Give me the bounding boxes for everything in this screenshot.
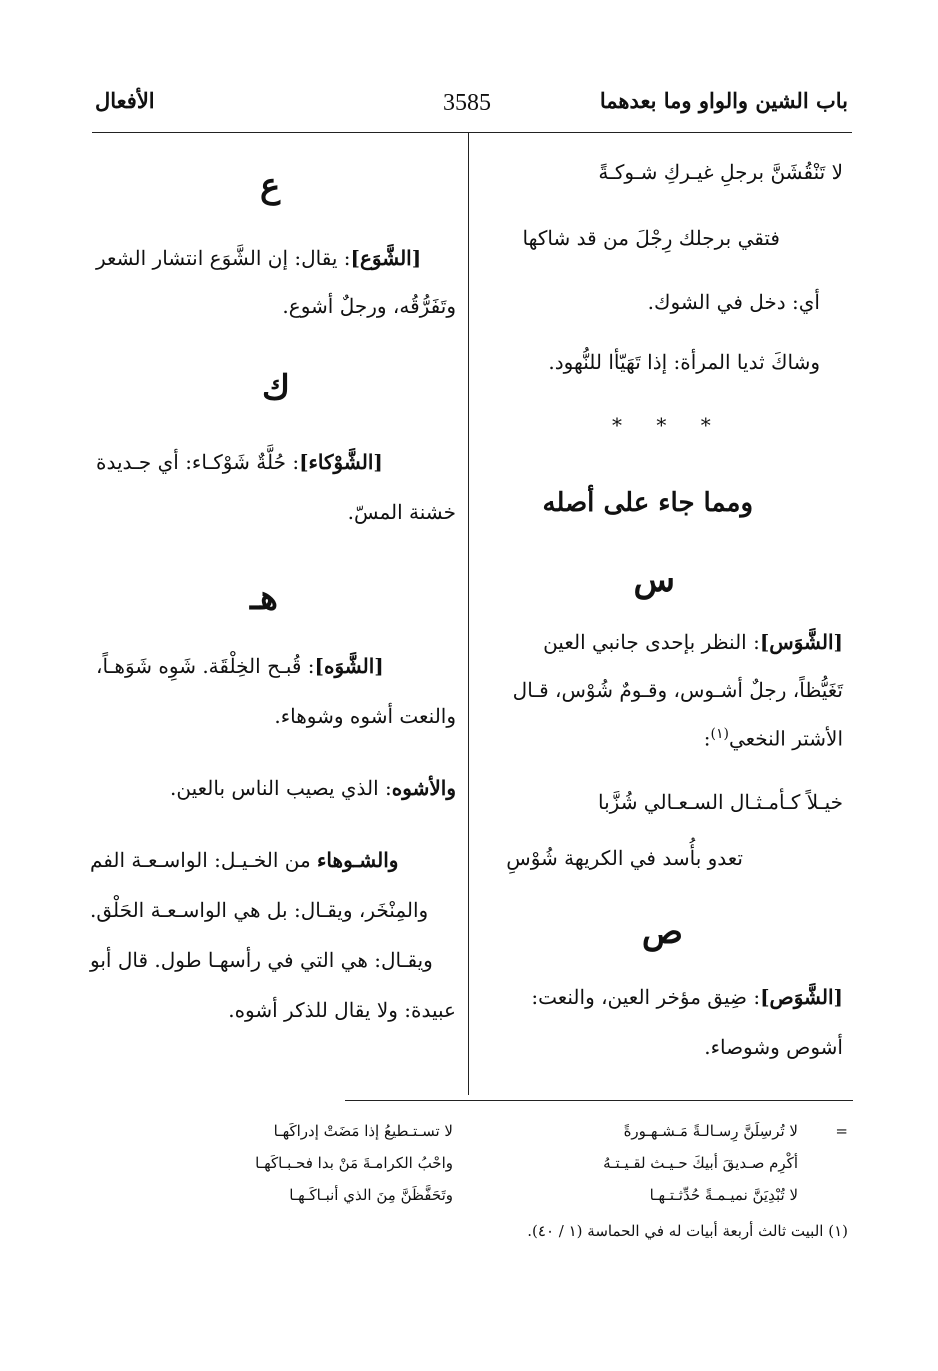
entry-line xyxy=(170,776,456,800)
header-rule xyxy=(92,132,852,133)
verse-line: تعدو بأُسد في الكريهة شُوْسِ xyxy=(506,846,743,870)
footnote-verse: واحْبُ الكرامـةَ مَنْ بدا فحـبـاكَهـا xyxy=(255,1154,453,1172)
entry-headword: والشـوهاء xyxy=(317,848,399,872)
entry-line xyxy=(90,848,398,872)
footnote-verse: لا تُرسِلَنَّ رِسـالـةً مَـشـهـورةً xyxy=(623,1122,798,1140)
entry-line: والمِنْخَر، ويقـال: بل هي الواسـعـة الحَلْق. xyxy=(90,898,429,922)
letter-heading: هـ xyxy=(250,578,278,618)
text-line: أي: دخل في الشوك. xyxy=(647,290,820,314)
footnote-text: (١) البيت ثالث أربعة أبيات له في الحماسة (١ / ٤٠). xyxy=(527,1222,848,1240)
entry-headword: [الشَّوَع] xyxy=(350,246,422,270)
running-title: باب الشين والواو وما بعدهما xyxy=(599,88,848,113)
footnote-verse: أكْرِم صـديقَ أبيكَ حـيـث لقـيـتـهُ xyxy=(603,1154,798,1172)
letter-heading: س xyxy=(633,560,675,600)
entry-line: ويقـال: هي التي في رأسهـا طول. قال أبو xyxy=(90,948,433,972)
entry-headword: [الشَّوَه] xyxy=(314,654,384,678)
entry-line xyxy=(96,654,384,678)
page-number: 3585 xyxy=(443,90,491,116)
entry-line xyxy=(96,246,421,270)
entry-line: عبيدة: ولا يقال للذكر أشوه. xyxy=(228,998,456,1022)
section-separator: * * * xyxy=(612,413,725,437)
entry-line xyxy=(704,726,843,751)
verse-line: لا تَنْقُشَنَّ برجلِ غيـركِ شـوكـةً xyxy=(598,160,843,184)
section-heading: ومما جاء على أصله xyxy=(542,488,753,518)
footnote-reference: (١) xyxy=(710,726,729,742)
footnote-marker: = xyxy=(835,1122,848,1140)
entry-text: الأشتر النخعي xyxy=(728,726,843,751)
entry-text: : النظر بإحدى جانبي العين xyxy=(543,630,760,654)
entry-line xyxy=(96,450,383,474)
entry-text: : الذي يصيب الناس بالعين. xyxy=(170,776,392,800)
entry-text: : قُبـح الخِلْقَة. شَوِه شَوَهـاً، xyxy=(96,654,315,678)
entry-line: خشنة المسّ. xyxy=(347,500,456,524)
entry-line: والنعت أشوه وشوهاء. xyxy=(274,704,456,728)
verse-line: خيـلاً كـأمـثـال السـعـالي شُزَّبا xyxy=(598,790,843,814)
footnote-verse: وتَحَفَّظَنَّ مِنَ الذي أنبـاكَـهـا xyxy=(289,1186,453,1204)
entry-line: أشوص وشوصاء. xyxy=(704,1035,843,1059)
entry-text: : حُلَّةٌ شَوْكـاء: أي جـديدة xyxy=(96,450,300,474)
entry-text: : ضِيق مؤخر العين، والنعت: xyxy=(531,985,761,1009)
entry-headword: [الشَّوْكاء] xyxy=(299,450,383,474)
entry-headword: [الشَّوَص] xyxy=(760,985,843,1009)
letter-heading: ك xyxy=(262,368,291,408)
verse-line: فتقي برجلك رِجْلَ من قد شاكها xyxy=(522,226,780,250)
text-line: وشاكَ ثديا المرأة: إذا تَهَيّأا للنُّهود. xyxy=(548,350,820,374)
section-title: الأفعال xyxy=(95,88,155,113)
letter-heading: ع xyxy=(260,166,281,206)
entry-headword: [الشَّوَس] xyxy=(759,630,843,654)
entry-text: : xyxy=(703,726,711,751)
entry-text: من الخـيـل: الواسـعـة الفم xyxy=(90,848,318,872)
entry-line xyxy=(531,985,843,1009)
column-divider xyxy=(468,133,469,1095)
entry-headword: والأشوه xyxy=(391,776,456,800)
entry-text: : يقال: إن الشَّوَع انتشار الشعر xyxy=(96,246,351,270)
entry-line: وتَفَرُّقُه، ورجلٌ أشوع. xyxy=(282,294,456,318)
footnote-verse: لا تسـتـطيعُ إذا مَضَتْ إدراكَهـا xyxy=(273,1122,453,1140)
footnote-rule xyxy=(345,1100,853,1101)
entry-line: تَغَيُّظاً، رجلٌ أشـوس، وقـومٌ شُوْس، قـال xyxy=(512,678,843,702)
entry-line xyxy=(543,630,843,654)
letter-heading: ص xyxy=(641,912,683,952)
footnote-verse: لا تُبْدِيَنَّ نميـمـةً حُدِّثـتـهـا xyxy=(649,1186,798,1204)
